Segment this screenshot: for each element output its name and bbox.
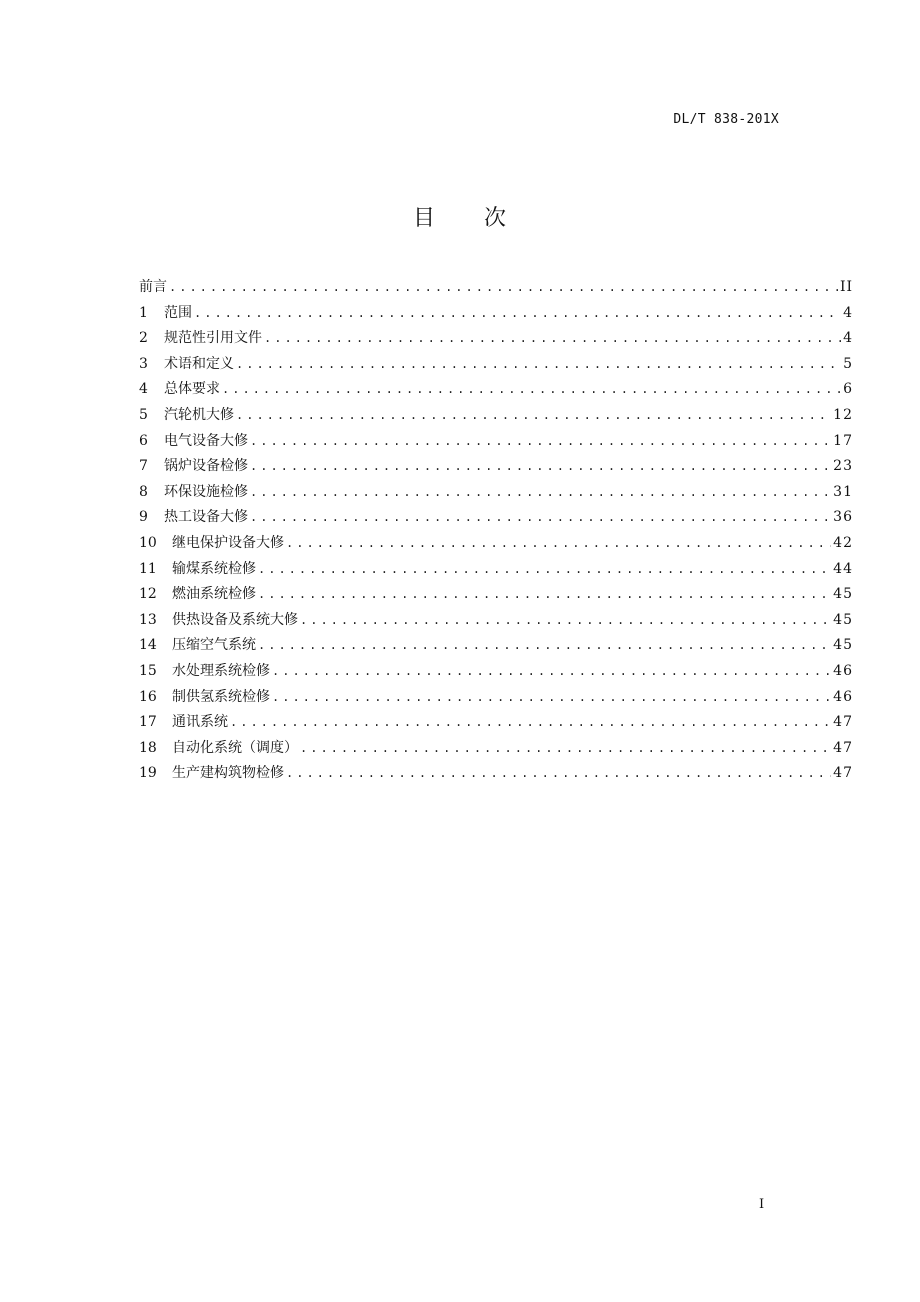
toc-entry-number: 5 (139, 406, 148, 423)
toc-entry-page: 47 (833, 765, 853, 782)
toc-leader-dots (258, 557, 831, 583)
toc-entry-page: 36 (833, 509, 853, 526)
toc-entry-page: 23 (833, 458, 853, 475)
toc-entry-page: 4 (843, 304, 853, 321)
toc-entry-11[interactable] (139, 557, 853, 583)
toc-entry-foreword[interactable] (139, 275, 853, 301)
toc-entry-18[interactable] (139, 736, 853, 762)
document-code: DL/T 838-201X (673, 112, 779, 127)
toc-entry-number: 2 (139, 330, 148, 347)
toc-entry-page: 12 (833, 406, 853, 423)
toc-entry-number: 17 (139, 714, 157, 731)
toc-leader-dots (272, 685, 831, 711)
toc-entry-8[interactable] (139, 480, 853, 506)
toc-leader-dots (236, 352, 841, 378)
toc-entry-12[interactable] (139, 582, 853, 608)
toc-entry-page: 44 (833, 560, 853, 577)
toc-list (139, 275, 853, 787)
toc-leader-dots (250, 480, 831, 506)
toc-entry-15[interactable] (139, 659, 853, 685)
toc-entry-16[interactable] (139, 685, 853, 711)
toc-entry-label: 汽轮机大修 (164, 406, 234, 423)
toc-entry-number: 11 (139, 560, 157, 577)
toc-entry-number: 19 (139, 765, 157, 782)
toc-entry-label: 自动化系统（调度） (172, 739, 298, 756)
toc-entry-4[interactable] (139, 377, 853, 403)
toc-entry-6[interactable] (139, 429, 853, 455)
toc-leader-dots (258, 633, 831, 659)
toc-entry-number: 16 (139, 688, 157, 705)
toc-entry-label: 规范性引用文件 (164, 330, 262, 347)
toc-leader-dots (194, 301, 841, 327)
toc-entry-page: 46 (833, 688, 853, 705)
toc-entry-label: 制供氢系统检修 (172, 688, 270, 705)
toc-leader-dots (286, 531, 831, 557)
toc-entry-label: 术语和定义 (164, 355, 234, 372)
toc-entry-page: 47 (833, 739, 853, 756)
toc-entry-label: 锅炉设备检修 (164, 458, 248, 475)
toc-entry-number: 6 (139, 432, 148, 449)
toc-entry-10[interactable] (139, 531, 853, 557)
toc-entry-number: 15 (139, 662, 157, 679)
toc-leader-dots (300, 736, 831, 762)
toc-entry-page: II (839, 279, 853, 295)
toc-entry-5[interactable] (139, 403, 853, 429)
toc-entry-label: 输煤系统检修 (172, 560, 256, 577)
page-number: I (759, 1197, 765, 1212)
toc-entry-page: 31 (833, 483, 853, 500)
toc-leader-dots (258, 582, 831, 608)
toc-entry-page: 42 (833, 534, 853, 551)
toc-entry-number: 10 (139, 534, 157, 551)
toc-entry-1[interactable] (139, 301, 853, 327)
toc-entry-3[interactable] (139, 352, 853, 378)
toc-entry-label: 压缩空气系统 (172, 637, 256, 654)
toc-entry-number: 13 (139, 611, 157, 628)
toc-entry-number: 18 (139, 739, 157, 756)
toc-entry-label: 电气设备大修 (164, 432, 248, 449)
toc-leader-dots (222, 377, 841, 403)
toc-entry-page: 45 (833, 637, 853, 654)
toc-leader-dots (286, 761, 831, 787)
toc-entry-label: 继电保护设备大修 (172, 534, 284, 551)
toc-entry-page: 4 (843, 330, 853, 347)
toc-leader-dots (300, 608, 831, 634)
toc-leader-dots (250, 429, 831, 455)
toc-entry-label: 通讯系统 (172, 714, 228, 731)
toc-entry-number: 8 (139, 483, 148, 500)
toc-entry-number: 4 (139, 381, 148, 398)
toc-title (0, 201, 920, 232)
toc-entry-page: 6 (843, 381, 853, 398)
toc-leader-dots (169, 275, 838, 301)
toc-leader-dots (272, 659, 831, 685)
toc-entry-number: 9 (139, 509, 148, 526)
toc-entry-number: 14 (139, 637, 157, 654)
toc-entry-number: 7 (139, 458, 148, 475)
toc-entry-page: 45 (833, 586, 853, 603)
toc-leader-dots (230, 710, 831, 736)
toc-entry-label: 前言 (139, 279, 167, 295)
toc-entry-page: 17 (833, 432, 853, 449)
toc-entry-label: 燃油系统检修 (172, 586, 256, 603)
toc-entry-label: 热工设备大修 (164, 509, 248, 526)
toc-title-part1: 目 (412, 206, 436, 231)
toc-entry-number: 12 (139, 586, 157, 603)
toc-entry-page: 45 (833, 611, 853, 628)
toc-entry-page: 47 (833, 714, 853, 731)
toc-entry-label: 环保设施检修 (164, 483, 248, 500)
toc-entry-number: 1 (139, 304, 148, 321)
toc-entry-label: 水处理系统检修 (172, 662, 270, 679)
toc-entry-13[interactable] (139, 608, 853, 634)
toc-entry-17[interactable] (139, 710, 853, 736)
toc-entry-page: 46 (833, 662, 853, 679)
toc-entry-label: 生产建构筑物检修 (172, 765, 284, 782)
toc-entry-9[interactable] (139, 505, 853, 531)
toc-entry-label: 总体要求 (164, 381, 220, 398)
toc-entry-page: 5 (843, 355, 853, 372)
toc-entry-number: 3 (139, 355, 148, 372)
toc-entry-label: 供热设备及系统大修 (172, 611, 298, 628)
toc-title-part2: 次 (484, 206, 508, 231)
toc-entry-19[interactable] (139, 761, 853, 787)
toc-entry-14[interactable] (139, 633, 853, 659)
toc-leader-dots (250, 505, 831, 531)
toc-leader-dots (264, 326, 841, 352)
toc-entry-2[interactable] (139, 326, 853, 352)
toc-leader-dots (236, 403, 831, 429)
toc-leader-dots (250, 454, 831, 480)
toc-entry-7[interactable] (139, 454, 853, 480)
toc-entry-label: 范围 (164, 304, 192, 321)
